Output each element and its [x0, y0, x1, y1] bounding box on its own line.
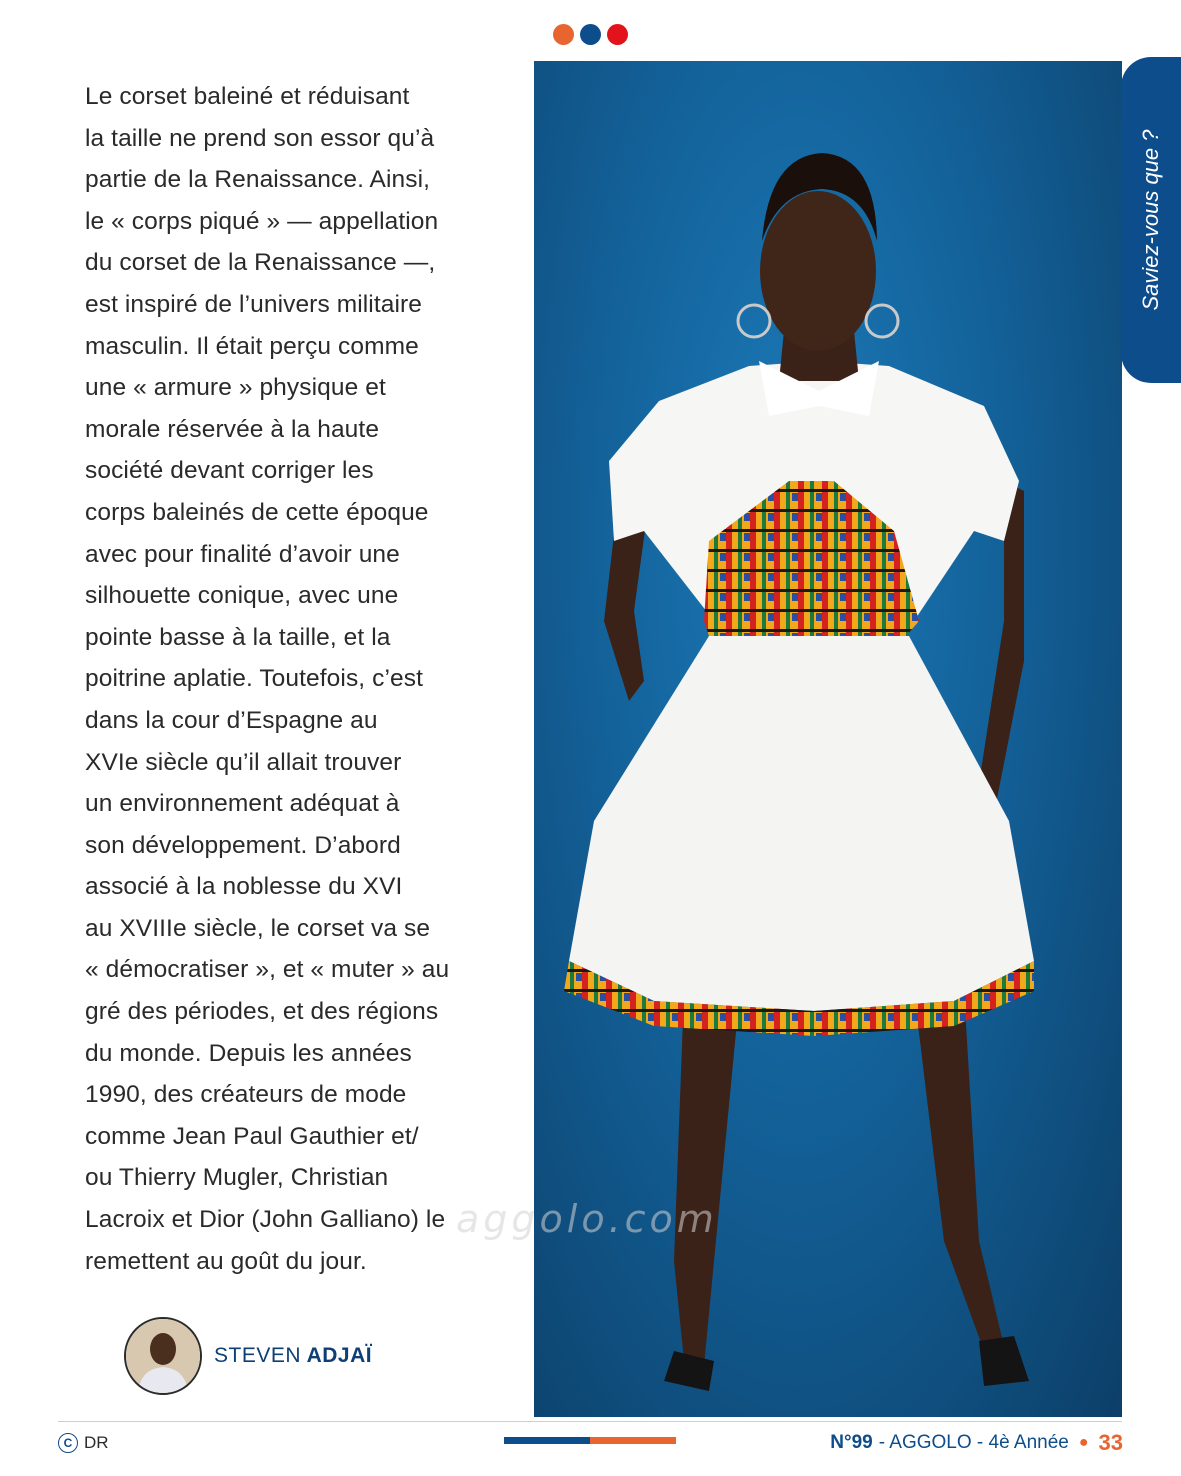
- photo-credit: [58, 1433, 109, 1453]
- footer-divider: [58, 1421, 1122, 1422]
- blue-dot: [580, 24, 601, 45]
- article-line: XVIe siècle qu’il allait trouver: [85, 748, 402, 776]
- issue-title: - AGGOLO - 4è Année: [878, 1432, 1069, 1453]
- article-line: son développement. D’abord: [85, 831, 401, 859]
- article-line: gré des périodes, et des régions: [85, 998, 439, 1026]
- watermark: aggolo.com: [456, 1197, 718, 1241]
- article-line: du corset de la Renaissance —,: [85, 249, 436, 277]
- article-line: corps baleinés de cette époque: [85, 498, 429, 526]
- author-byline: [124, 1317, 372, 1395]
- article-line: masculin. Il était perçu comme: [85, 332, 419, 360]
- article-line: silhouette conique, avec une: [85, 582, 399, 610]
- author-last-name: ADJAÏ: [306, 1344, 373, 1367]
- article-line: morale réservée à la haute: [85, 415, 380, 443]
- article-line: un environnement adéquat à: [85, 790, 400, 818]
- credit-text: DR: [84, 1433, 109, 1452]
- article-line: Le corset baleiné et réduisant: [85, 83, 410, 110]
- blue-bar: [504, 1437, 590, 1444]
- article-line: comme Jean Paul Gauthier et/: [85, 1122, 419, 1150]
- avatar: [124, 1317, 202, 1395]
- page-number: 33: [1098, 1430, 1123, 1455]
- article-line: partie de la Renaissance. Ainsi,: [85, 166, 431, 194]
- article-line: le « corps piqué » — appellation: [85, 207, 439, 235]
- article-line: poitrine aplatie. Toutefois, c’est: [85, 665, 423, 693]
- article-line: du monde. Depuis les années: [85, 1039, 412, 1067]
- article-line: est inspiré de l’univers militaire: [85, 290, 422, 318]
- orange-dot: [553, 24, 574, 45]
- article-line: avec pour finalité d’avoir une: [85, 540, 400, 568]
- section-tab: [1121, 57, 1181, 383]
- article-line: 1990, des créateurs de mode: [85, 1081, 407, 1109]
- article-line: associé à la noblesse du XVI: [85, 873, 403, 901]
- issue-number: N°99: [830, 1432, 873, 1453]
- section-tab-label: Saviez-vous que ?: [1138, 129, 1163, 311]
- red-dot: [607, 24, 628, 45]
- article-line: « démocratiser », et « muter » au: [85, 956, 450, 984]
- bullet-icon: ●: [1078, 1434, 1089, 1451]
- author-name: [214, 1344, 372, 1368]
- article-line: pointe basse à la taille, et la: [85, 623, 391, 651]
- article-line: dans la cour d’Espagne au: [85, 706, 378, 734]
- article-line: une « armure » physique et: [85, 374, 386, 402]
- article-body: [85, 76, 485, 1282]
- brand-dots: [553, 24, 628, 45]
- orange-bar: [590, 1437, 676, 1444]
- article-line: société devant corriger les: [85, 457, 374, 485]
- author-first-name: STEVEN: [214, 1344, 302, 1367]
- issue-info: [830, 1430, 1123, 1456]
- article-line: ou Thierry Mugler, Christian: [85, 1164, 389, 1192]
- copyright-icon: C: [58, 1433, 78, 1453]
- article-line: au XVIIIe siècle, le corset va se: [85, 914, 431, 942]
- footer-bars: [504, 1437, 676, 1444]
- article-line: remettent au goût du jour.: [85, 1247, 367, 1275]
- article-line: Lacroix et Dior (John Galliano) le: [85, 1206, 446, 1234]
- article-line: la taille ne prend son essor qu’à: [85, 124, 435, 152]
